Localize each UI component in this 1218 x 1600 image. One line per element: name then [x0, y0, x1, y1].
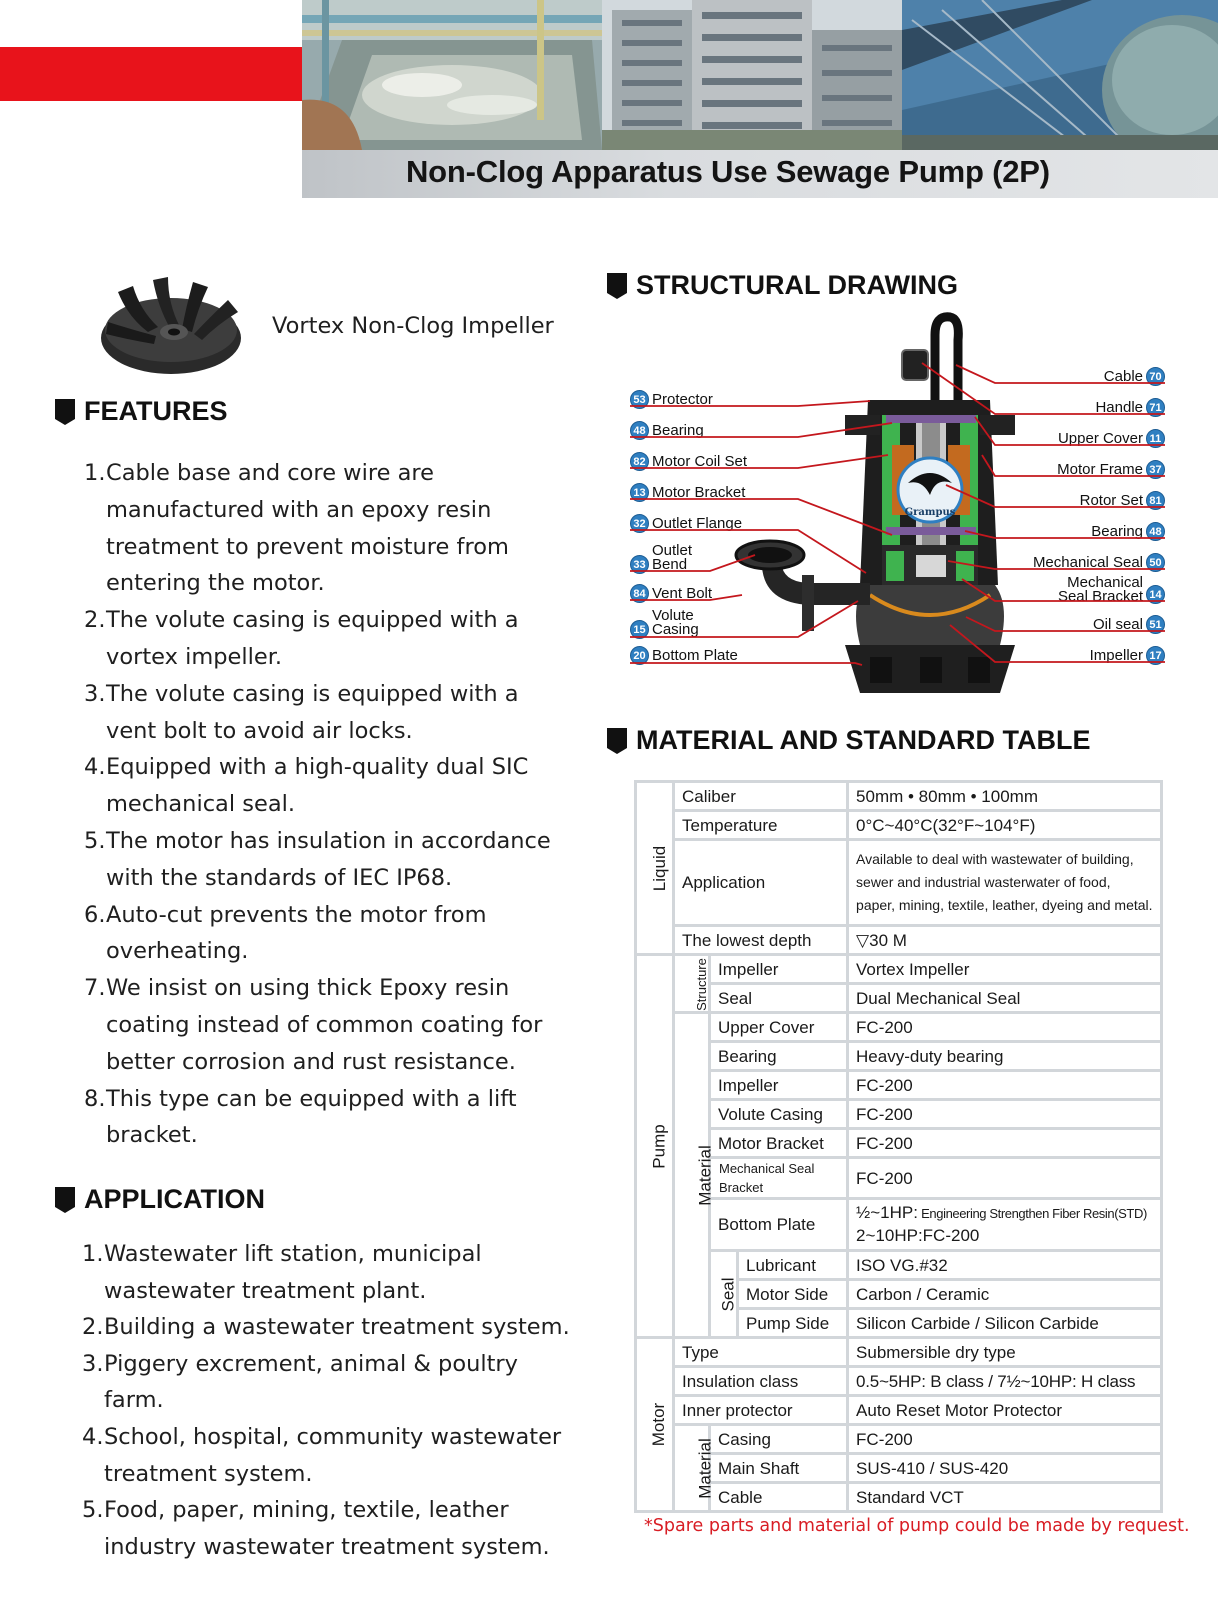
table-row: Material Casing FC-200 [636, 1425, 1162, 1454]
heading-marker-icon [55, 399, 75, 425]
table-row: Inner protector Auto Reset Motor Protector [636, 1396, 1162, 1425]
table-row: Main Shaft SUS-410 / SUS-420 [636, 1454, 1162, 1483]
page-title: Non-Clog Apparatus Use Sewage Pump (2P) [406, 154, 1050, 189]
list-item: 4. Equipped with a high-quality dual SIC mechanical seal. [84, 754, 529, 818]
part-label-motor-bracket: 13 Motor Bracket [630, 483, 745, 502]
part-label-bottom-plate: 20 Bottom Plate [630, 646, 738, 665]
part-label-handle: 71 Handle [1095, 398, 1165, 417]
structural-heading [607, 270, 958, 301]
group-motor: Motor [636, 1338, 674, 1512]
header-photo-strip [302, 0, 1218, 150]
table-row: Application Available to deal with wastewater of building, sewer and industrial wasterwater of food, paper, mining, textile, leather, dyeing and metal. [636, 840, 1162, 926]
table-row: Impeller FC-200 [636, 1071, 1162, 1100]
table-row: Temperature 0°C~40°C(32°F~104°F) [636, 811, 1162, 840]
part-label-protector: 53 Protector [630, 390, 713, 409]
structural-heading-text: STRUCTURAL DRAWING [636, 270, 958, 300]
list-item: 2. Building a wastewater treatment system. [82, 1314, 570, 1341]
part-label-mechanical-seal-bracket: 14 Mechanical Seal Bracket [1058, 575, 1165, 604]
part-label-rotor-set: 81 Rotor Set [1080, 491, 1165, 510]
list-item: 1. Wastewater lift station, municipal wastewater treatment plant. [82, 1241, 482, 1304]
grampus-logo-text: Grampus [904, 507, 956, 518]
list-item: 4. School, hospital, community wastewater treatment system. [82, 1423, 562, 1487]
part-label-volute-casing: 15 Volute Casing [630, 606, 699, 639]
table-row: Cable Standard VCT [636, 1483, 1162, 1512]
list-item: 8. This type can be equipped with a lift bracket. [84, 1085, 517, 1149]
list-item: 6. Auto-cut prevents the motor from overheating. [84, 901, 487, 965]
part-label-motor-frame: 37 Motor Frame [1057, 460, 1165, 479]
group-liquid: Liquid [636, 782, 674, 955]
part-label-motor-coil-set: 82 Motor Coil Set [630, 452, 747, 471]
vortex-impeller-image [98, 272, 244, 378]
part-label-oil-seal: 51 Oil seal [1093, 615, 1165, 634]
application-heading [55, 1184, 265, 1215]
group-pump-material: Material [674, 1013, 710, 1338]
list-item: 1. Cable base and core wire are manufactured with an epoxy resin treatment to prevent moisture from entering the motor. [84, 460, 509, 597]
part-label-outlet-flange: 32 Outlet Flange [630, 514, 742, 533]
list-item: 5. Food, paper, mining, textile, leather industry wastewater treatment system. [82, 1497, 550, 1560]
table-row: Motor Bracket FC-200 [636, 1129, 1162, 1158]
table-row: Pump Structure Impeller Vortex Impeller [636, 955, 1162, 984]
list-item: 5. The motor has insulation in accordance with the standards of IEC IP68. [84, 827, 551, 891]
group-seal: Seal [710, 1251, 738, 1338]
list-item: 3. The volute casing is equipped with a vent bolt to avoid air locks. [84, 680, 519, 744]
application-list [82, 1236, 580, 1565]
header-red-bar [0, 47, 302, 101]
list-item: 7. We insist on using thick Epoxy resin coating instead of common coating for better corrosion and rust resistance. [84, 975, 543, 1075]
table-row: Material Upper Cover FC-200 [636, 1013, 1162, 1042]
features-heading [55, 396, 228, 427]
part-label-bearing-right: 48 Bearing [1091, 522, 1165, 541]
list-item: 3. Piggery excrement, animal & poultry farm. [82, 1350, 518, 1414]
heading-marker-icon [607, 273, 627, 299]
table-row: Liquid Caliber 50mm • 80mm • 100mm [636, 782, 1162, 811]
features-heading-text: FEATURES [84, 396, 228, 426]
part-label-cable: 70 Cable [1104, 367, 1165, 386]
material-heading [607, 725, 1090, 756]
table-row: Pump Side Silicon Carbide / Silicon Carbide [636, 1309, 1162, 1338]
impeller-label: Vortex Non-Clog Impeller [272, 313, 554, 339]
structural-drawing [630, 305, 1165, 710]
application-heading-text: APPLICATION [84, 1184, 265, 1214]
part-label-impeller: 17 Impeller [1090, 646, 1165, 665]
table-row: Motor Side Carbon / Ceramic [636, 1280, 1162, 1309]
table-row: Motor Type Submersible dry type [636, 1338, 1162, 1367]
header-photos [302, 0, 1218, 150]
table-row: Seal Dual Mechanical Seal [636, 984, 1162, 1013]
list-item: 2. The volute casing is equipped with a vortex impeller. [84, 607, 519, 670]
heading-marker-icon [55, 1187, 75, 1213]
features-list [84, 455, 564, 1154]
footnote: *Spare parts and material of pump could be made by request. [644, 1516, 1190, 1536]
table-row: Mechanical Seal Bracket FC-200 [636, 1158, 1162, 1199]
material-heading-text: MATERIAL AND STANDARD TABLE [636, 725, 1091, 755]
table-row: Bottom Plate ½~1HP: Engineering Strengthen Fiber Resin(STD) 2~10HP:FC-200 [636, 1199, 1162, 1251]
table-row: Seal Lubricant ISO VG.#32 [636, 1251, 1162, 1280]
material-standard-table [634, 780, 1163, 1513]
table-row: Volute Casing FC-200 [636, 1100, 1162, 1129]
heading-marker-icon [607, 728, 627, 754]
part-label-upper-cover: 11 Upper Cover [1058, 429, 1165, 448]
part-label-vent-bolt: 84 Vent Bolt [630, 584, 712, 603]
table-row: Insulation class 0.5~5HP: B class / 7½~10HP: H class [636, 1367, 1162, 1396]
part-label-mechanical-seal: 50 Mechanical Seal [1033, 553, 1165, 572]
part-label-outlet-bend: 33 Outlet Bend [630, 541, 692, 574]
table-row: The lowest depth ▽30 M [636, 926, 1162, 955]
part-label-bearing: 48 Bearing [630, 421, 704, 440]
group-motor-material: Material [674, 1425, 710, 1512]
group-structure: Structure [674, 955, 710, 1013]
table-row: Bearing Heavy-duty bearing [636, 1042, 1162, 1071]
group-pump: Pump [636, 955, 674, 1338]
